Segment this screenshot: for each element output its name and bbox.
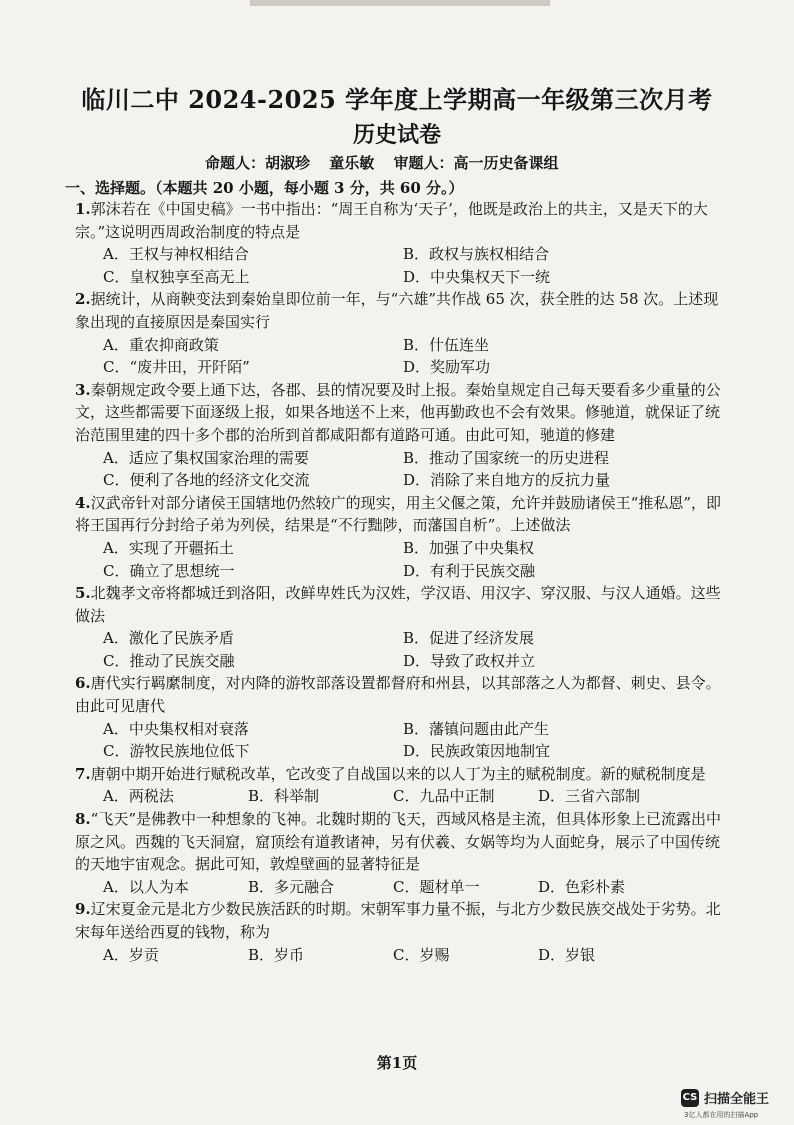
option-c: C．九品中正制 bbox=[393, 787, 495, 806]
options bbox=[75, 243, 725, 288]
question-2 bbox=[75, 288, 725, 378]
options bbox=[75, 785, 725, 808]
question-stem: 1.郭沫若在《中国史稿》一书中指出：“周王自称为‘天子’，他既是政治上的共主，又是天下的大宗。”这说明西周政治制度的特点是 bbox=[75, 200, 708, 241]
question-list bbox=[75, 198, 725, 966]
option-c: C．推动了民族交融 bbox=[103, 651, 235, 670]
question-number: 4. bbox=[75, 493, 91, 512]
option-b: B．加强了中央集权 bbox=[403, 538, 535, 557]
question-number: 7. bbox=[75, 764, 91, 783]
question-stem: 7.唐朝中期开始进行赋税改革，它改变了自战国以来的以人丁为主的赋税制度。新的赋税制度是 bbox=[75, 764, 706, 783]
scan-edge-shadow bbox=[250, 0, 550, 6]
question-3 bbox=[75, 379, 725, 492]
question-number: 2. bbox=[75, 290, 91, 309]
option-d: D．奖励军功 bbox=[403, 358, 491, 377]
option-a: A．重农抑商政策 bbox=[103, 335, 219, 354]
option-d: D．色彩朴素 bbox=[538, 877, 626, 896]
question-number: 5. bbox=[75, 584, 91, 603]
question-9 bbox=[75, 898, 725, 966]
option-c: C．皇权独享至高无上 bbox=[103, 267, 250, 286]
question-6 bbox=[75, 672, 725, 762]
option-c: C．“废井田，开阡陌” bbox=[103, 358, 250, 377]
option-a: A．两税法 bbox=[103, 787, 174, 806]
watermark-tagline: 3亿人都在用的扫描App bbox=[684, 1111, 759, 1119]
options bbox=[75, 334, 725, 379]
option-d: D．消除了来自地方的反抗力量 bbox=[403, 471, 611, 490]
option-c: C．岁赐 bbox=[393, 945, 450, 964]
question-1 bbox=[75, 198, 725, 288]
question-stem: 2.据统计，从商鞅变法到秦始皇即位前一年，与“六雄”共作战 65 次，获全胜的达 58 次。上述现象出现的直接原因是秦国实行 bbox=[75, 290, 719, 331]
camscanner-logo-icon: CS bbox=[681, 1089, 699, 1107]
question-stem: 8.“飞天”是佛教中一种想象的飞神。北魏时期的飞天，西域风格是主流，但具体形象上已流露出中原之风。西魏的飞天洞窟，窟顶绘有道教诸神，另有伏羲、女娲等均为人面蛇身，展示了中国传统的天地宇宙观念。据此可知，敦煌壁画的显著特征是 bbox=[75, 810, 722, 874]
option-c: C．游牧民族地位低下 bbox=[103, 742, 250, 761]
option-a: A．中央集权相对衰落 bbox=[103, 719, 249, 738]
scanner-watermark bbox=[681, 1086, 791, 1122]
question-number: 3. bbox=[75, 380, 91, 399]
question-stem: 4.汉武帝针对部分诸侯王国辖地仍然较广的现实，用主父偃之策，允许并鼓励诸侯王“推私恩”，即将王国再行分封给子弟为列侯，结果是“不行黜陟，而藩国自析”。上述做法 bbox=[75, 493, 722, 535]
option-b: B．政权与族权相结合 bbox=[403, 245, 550, 264]
question-number: 6. bbox=[75, 674, 91, 693]
option-b: B．促进了经济发展 bbox=[403, 629, 535, 648]
options bbox=[75, 876, 725, 899]
question-stem: 5.北魏孝文帝将都城迁到洛阳，改鲜卑姓氏为汉姓，学汉语、用汉字、穿汉服、与汉人通婚。这些做法 bbox=[75, 584, 721, 625]
options bbox=[75, 944, 725, 967]
options bbox=[75, 627, 725, 672]
option-a: A．实现了开疆拓土 bbox=[103, 538, 234, 557]
option-b: B．科举制 bbox=[248, 787, 320, 806]
exam-title: 临川二中 2024-2025 学年度上学期高一年级第三次月考 bbox=[81, 85, 713, 114]
question-stem: 3.秦朝规定政令要上通下达，各郡、县的情况要及时上报。秦始皇规定自己每天要看多少重量的公文，这些都需要下面逐级上报，如果各地送不上来，他再勤政也不会有效果。修驰道，就保证了统治范围里建的四十多个郡的治所到首都咸阳都有道路可通。由此可知，驰道的修建 bbox=[75, 380, 721, 444]
option-b: B．藩镇问题由此产生 bbox=[403, 719, 550, 738]
options bbox=[75, 537, 725, 582]
option-d: D．三省六部制 bbox=[538, 787, 641, 806]
option-b: B．什伍连坐 bbox=[403, 335, 490, 354]
options bbox=[75, 718, 725, 763]
question-number: 8. bbox=[75, 810, 91, 829]
option-d: D．有利于民族交融 bbox=[403, 561, 536, 580]
question-stem: 9.辽宋夏金元是北方少数民族活跃的时期。宋朝军事力量不振，与北方少数民族交战处于劣势。北宋每年送给西夏的钱物，称为 bbox=[75, 900, 721, 941]
question-stem: 6.唐代实行羁縻制度，对内降的游牧部落设置都督府和州县，以其部落之人为都督、刺史、县令。由此可见唐代 bbox=[75, 674, 721, 716]
exam-subtitle: 历史试卷 bbox=[352, 122, 441, 148]
reviewer: 审题人：高一历史备课组 bbox=[393, 154, 559, 172]
option-a: A．适应了集权国家治理的需要 bbox=[103, 448, 309, 467]
question-4 bbox=[75, 492, 725, 582]
option-d: D．民族政策因地制宜 bbox=[403, 742, 551, 761]
author-2: 童乐敏 bbox=[329, 154, 375, 172]
option-c: C．题材单一 bbox=[393, 877, 480, 896]
question-7 bbox=[75, 763, 725, 808]
option-a: A．王权与神权相结合 bbox=[103, 245, 249, 264]
option-a: A．激化了民族矛盾 bbox=[103, 629, 234, 648]
option-a: A．岁贡 bbox=[103, 945, 159, 964]
option-d: D．中央集权天下一统 bbox=[403, 267, 551, 286]
question-5 bbox=[75, 582, 725, 672]
options bbox=[75, 447, 725, 492]
option-d: D．岁银 bbox=[538, 945, 596, 964]
section-heading: 一、选择题。（本题共 20 小题，每小题 3 分，共 60 分。） bbox=[65, 179, 464, 197]
option-a: A．以人为本 bbox=[103, 877, 189, 896]
page-number: 第1页 bbox=[376, 1054, 418, 1072]
option-c: C．便利了各地的经济文化交流 bbox=[103, 471, 310, 490]
question-number: 1. bbox=[75, 200, 91, 218]
watermark-app-name: 扫描全能王 bbox=[704, 1092, 770, 1107]
question-number: 9. bbox=[75, 900, 91, 919]
option-b: B．多元融合 bbox=[248, 877, 335, 896]
authors-line bbox=[205, 152, 573, 173]
option-c: C．确立了思想统一 bbox=[103, 561, 235, 580]
option-d: D．导致了政权并立 bbox=[403, 651, 536, 670]
question-8 bbox=[75, 808, 725, 898]
option-b: B．推动了国家统一的历史进程 bbox=[403, 448, 610, 467]
option-b: B．岁币 bbox=[248, 945, 305, 964]
author-1: 命题人：胡淑珍 bbox=[205, 154, 311, 172]
